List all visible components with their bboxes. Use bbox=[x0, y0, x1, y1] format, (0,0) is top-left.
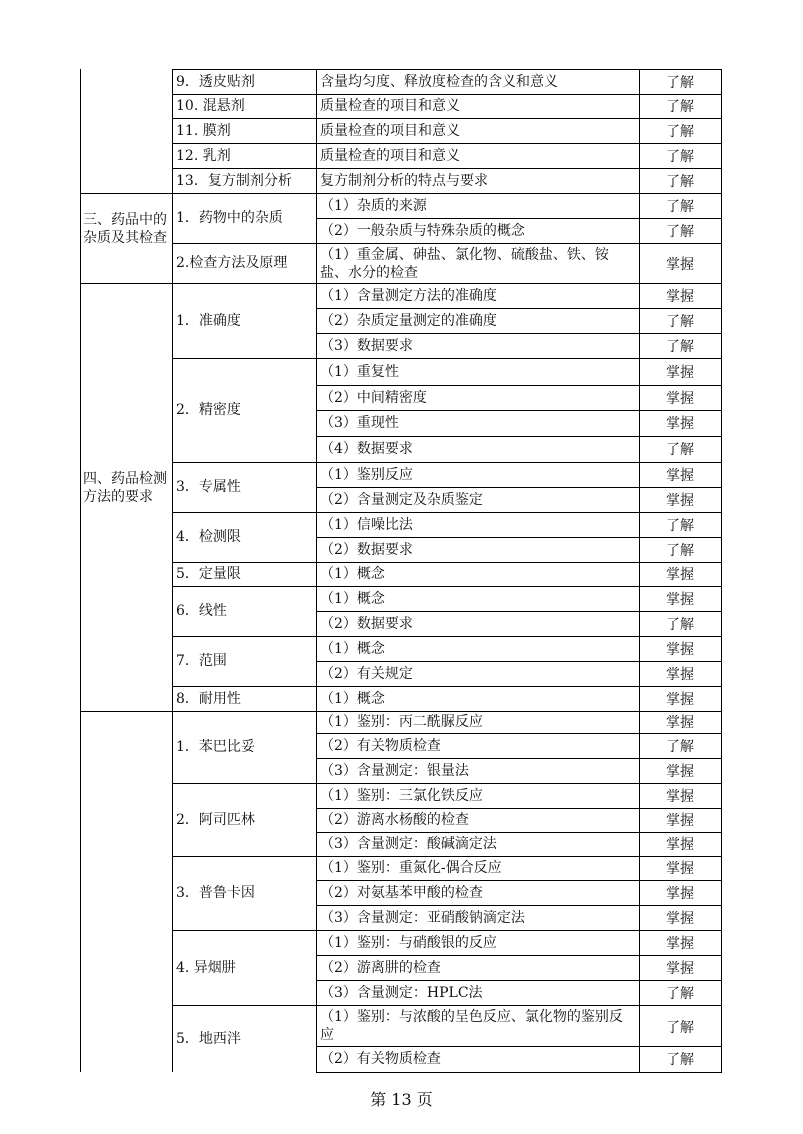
table-hline bbox=[316, 636, 722, 637]
content-cell: （2）有关物质检查 bbox=[320, 1051, 441, 1067]
table-hline bbox=[316, 243, 722, 244]
table-hline bbox=[316, 980, 722, 981]
content-cell: （1）重复性 bbox=[320, 364, 399, 380]
requirement-cell: 掌握 bbox=[666, 642, 694, 658]
page-number: 第 13 页 bbox=[370, 1090, 433, 1109]
table-hline bbox=[316, 611, 722, 612]
requirement-cell: 掌握 bbox=[666, 592, 694, 608]
requirement-cell: 了解 bbox=[666, 199, 694, 215]
table-hline bbox=[172, 711, 317, 712]
table-hline bbox=[172, 243, 317, 244]
topic-cell: 5．定量限 bbox=[176, 566, 241, 582]
table-hline bbox=[316, 487, 722, 488]
table-hline bbox=[316, 832, 722, 833]
table-hline bbox=[316, 410, 722, 411]
topic-cell: 8．耐用性 bbox=[176, 691, 241, 707]
content-cell: （2）中间精密度 bbox=[320, 390, 427, 406]
requirement-cell: 掌握 bbox=[666, 667, 694, 683]
content-cell: 复方制剂分析的特点与要求 bbox=[320, 173, 488, 189]
content-cell: （3）重现性 bbox=[320, 415, 399, 431]
requirement-cell: 掌握 bbox=[666, 886, 694, 902]
table-hline bbox=[316, 586, 722, 587]
requirement-cell: 掌握 bbox=[666, 416, 694, 432]
content-cell: （1）概念 bbox=[320, 591, 385, 607]
table-hline bbox=[172, 512, 317, 513]
section-cell: 四、药品检测方法的要求 bbox=[83, 471, 167, 505]
topic-cell: 9．透皮贴剂 bbox=[176, 74, 255, 90]
table-hline bbox=[316, 308, 722, 309]
topic-cell: 12. 乳剂 bbox=[176, 148, 231, 164]
table-hline bbox=[80, 283, 173, 284]
table-hline bbox=[316, 562, 722, 563]
topic-cell: 10. 混悬剂 bbox=[176, 98, 245, 114]
content-cell: （2）数据要求 bbox=[320, 616, 413, 632]
requirement-cell: 了解 bbox=[666, 99, 694, 115]
requirement-cell: 了解 bbox=[666, 224, 694, 240]
content-cell: （1）概念 bbox=[320, 691, 385, 707]
table-hline bbox=[316, 283, 722, 284]
content-cell: （4）数据要求 bbox=[320, 441, 413, 457]
topic-cell: 4．检测限 bbox=[176, 529, 241, 545]
content-cell: （3）含量测定：酸碱滴定法 bbox=[320, 836, 497, 852]
requirement-cell: 掌握 bbox=[666, 468, 694, 484]
requirement-cell: 了解 bbox=[666, 174, 694, 190]
requirement-cell: 掌握 bbox=[666, 789, 694, 805]
content-cell: （2）含量测定及杂质鉴定 bbox=[320, 492, 483, 508]
table-hline bbox=[316, 733, 722, 734]
topic-cell: 3．专属性 bbox=[176, 479, 241, 495]
requirement-cell: 掌握 bbox=[666, 715, 694, 731]
content-cell: （1）概念 bbox=[320, 641, 385, 657]
content-cell: （2）有关规定 bbox=[320, 666, 413, 682]
table-hline bbox=[172, 1005, 317, 1006]
table-hline bbox=[172, 636, 317, 637]
table-hline bbox=[316, 358, 722, 359]
content-cell: （1）信噪比法 bbox=[320, 517, 413, 533]
topic-cell: 11. 膜剂 bbox=[176, 123, 231, 139]
table-hline bbox=[172, 358, 317, 359]
requirement-cell: 掌握 bbox=[666, 961, 694, 977]
requirement-cell: 掌握 bbox=[666, 837, 694, 853]
requirement-cell: 掌握 bbox=[666, 391, 694, 407]
topic-cell: 5．地西泮 bbox=[176, 1031, 241, 1047]
content-cell: 质量检查的项目和意义 bbox=[320, 148, 460, 164]
table-hline bbox=[316, 686, 722, 687]
content-cell: （1）重金属、砷盐、氯化物、硫酸盐、铁、铵盐、水分的检查 bbox=[320, 247, 609, 281]
content-cell: （2）有关物质检查 bbox=[320, 738, 441, 754]
content-cell: （3）含量测定：银量法 bbox=[320, 763, 469, 779]
content-cell: （1）杂质的来源 bbox=[320, 198, 427, 214]
section-cell: 三、药品中的杂质及其检查 bbox=[83, 212, 167, 246]
table-vline bbox=[316, 69, 317, 1072]
content-cell: （2）一般杂质与特殊杂质的概念 bbox=[320, 223, 525, 239]
table-vline bbox=[721, 69, 722, 1072]
requirement-cell: 掌握 bbox=[666, 813, 694, 829]
table-hline bbox=[172, 143, 317, 144]
table-hline bbox=[172, 856, 317, 857]
table-hline bbox=[80, 193, 173, 194]
requirement-cell: 了解 bbox=[666, 124, 694, 140]
requirement-cell: 掌握 bbox=[666, 257, 694, 273]
table-vline bbox=[172, 69, 173, 1072]
table-hline bbox=[172, 562, 317, 563]
content-cell: （1）鉴别：与浓酸的呈色反应、氯化物的鉴别反应 bbox=[320, 1009, 623, 1043]
topic-cell: 2．阿司匹林 bbox=[176, 812, 255, 828]
requirement-cell: 了解 bbox=[666, 543, 694, 559]
requirement-cell: 了解 bbox=[666, 1052, 694, 1068]
content-cell: （3）数据要求 bbox=[320, 338, 413, 354]
requirement-cell: 了解 bbox=[666, 75, 694, 91]
content-cell: （2）数据要求 bbox=[320, 542, 413, 558]
requirement-cell: 掌握 bbox=[666, 567, 694, 583]
requirement-cell: 了解 bbox=[666, 518, 694, 534]
table-hline bbox=[316, 661, 722, 662]
table-hline bbox=[172, 783, 317, 784]
content-cell: （2）杂质定量测定的准确度 bbox=[320, 313, 497, 329]
table-hline bbox=[316, 537, 722, 538]
topic-cell: 3．普鲁卡因 bbox=[176, 885, 255, 901]
table-hline bbox=[172, 686, 317, 687]
table-hline bbox=[316, 1005, 722, 1006]
requirement-cell: 了解 bbox=[666, 739, 694, 755]
requirement-cell: 掌握 bbox=[666, 911, 694, 927]
table-hline bbox=[316, 118, 722, 119]
table-hline bbox=[172, 462, 317, 463]
table-hline bbox=[316, 333, 722, 334]
topic-cell: 4. 异烟肼 bbox=[176, 960, 236, 976]
content-cell: （1）鉴别：丙二酰脲反应 bbox=[320, 714, 483, 730]
table-hline bbox=[172, 69, 317, 70]
requirement-cell: 了解 bbox=[666, 986, 694, 1002]
table-hline bbox=[316, 1046, 722, 1047]
table-hline bbox=[316, 783, 722, 784]
content-cell: 质量检查的项目和意义 bbox=[320, 123, 460, 139]
requirement-cell: 了解 bbox=[666, 149, 694, 165]
requirement-cell: 了解 bbox=[666, 617, 694, 633]
content-cell: （3）含量测定：HPLC法 bbox=[320, 985, 483, 1001]
table-hline bbox=[316, 462, 722, 463]
requirement-cell: 了解 bbox=[666, 1020, 694, 1036]
content-cell: （1）含量测定方法的准确度 bbox=[320, 288, 497, 304]
table-hline bbox=[172, 193, 317, 194]
requirement-cell: 掌握 bbox=[666, 936, 694, 952]
topic-cell: 1．准确度 bbox=[176, 313, 241, 329]
table-vline bbox=[80, 69, 81, 1072]
content-cell: （3）含量测定：亚硝酸钠滴定法 bbox=[320, 910, 525, 926]
table-hline bbox=[316, 905, 722, 906]
table-hline bbox=[316, 193, 722, 194]
table-hline bbox=[316, 880, 722, 881]
table-hline bbox=[316, 385, 722, 386]
requirement-cell: 了解 bbox=[666, 442, 694, 458]
table-hline bbox=[316, 168, 722, 169]
content-cell: （2）游离水杨酸的检查 bbox=[320, 812, 469, 828]
table-hline bbox=[80, 711, 173, 712]
table-hline bbox=[316, 711, 722, 712]
requirement-cell: 了解 bbox=[666, 339, 694, 355]
topic-cell: 2.检查方法及原理 bbox=[176, 255, 288, 271]
content-cell: 质量检查的项目和意义 bbox=[320, 98, 460, 114]
table-hline bbox=[172, 118, 317, 119]
content-cell: （1）概念 bbox=[320, 566, 385, 582]
topic-cell: 1．药物中的杂质 bbox=[176, 210, 283, 226]
table-hline bbox=[316, 218, 722, 219]
content-cell: （2）对氨基苯甲酸的检查 bbox=[320, 885, 483, 901]
content-cell: （1）鉴别：三氯化铁反应 bbox=[320, 788, 483, 804]
content-cell: （1）鉴别：重氮化-偶合反应 bbox=[320, 860, 502, 876]
topic-cell: 1．苯巴比妥 bbox=[176, 739, 255, 755]
table-hline bbox=[316, 1072, 722, 1073]
table-hline bbox=[316, 955, 722, 956]
requirement-cell: 掌握 bbox=[666, 365, 694, 381]
table-hline bbox=[316, 94, 722, 95]
table-hline bbox=[172, 283, 317, 284]
table-hline bbox=[316, 808, 722, 809]
table-hline bbox=[172, 94, 317, 95]
requirement-cell: 了解 bbox=[666, 314, 694, 330]
table-hline bbox=[316, 856, 722, 857]
content-cell: 含量均匀度、释放度检查的含义和意义 bbox=[320, 74, 558, 90]
content-cell: （1）鉴别：与硝酸银的反应 bbox=[320, 935, 497, 951]
content-cell: （1）鉴别反应 bbox=[320, 467, 413, 483]
topic-cell: 13．复方制剂分析 bbox=[176, 173, 292, 189]
table-hline bbox=[316, 436, 722, 437]
requirement-cell: 掌握 bbox=[666, 764, 694, 780]
table-hline bbox=[316, 69, 722, 70]
requirement-cell: 掌握 bbox=[666, 493, 694, 509]
topic-cell: 2．精密度 bbox=[176, 402, 241, 418]
content-cell: （2）游离肼的检查 bbox=[320, 960, 441, 976]
table-hline bbox=[316, 143, 722, 144]
table-hline bbox=[316, 758, 722, 759]
topic-cell: 6．线性 bbox=[176, 603, 227, 619]
requirement-cell: 掌握 bbox=[666, 289, 694, 305]
table-hline bbox=[172, 586, 317, 587]
requirement-cell: 掌握 bbox=[666, 692, 694, 708]
table-hline bbox=[316, 512, 722, 513]
table-hline bbox=[316, 930, 722, 931]
topic-cell: 7．范围 bbox=[176, 653, 227, 669]
requirement-cell: 掌握 bbox=[666, 861, 694, 877]
table-hline bbox=[172, 168, 317, 169]
table-hline bbox=[172, 930, 317, 931]
